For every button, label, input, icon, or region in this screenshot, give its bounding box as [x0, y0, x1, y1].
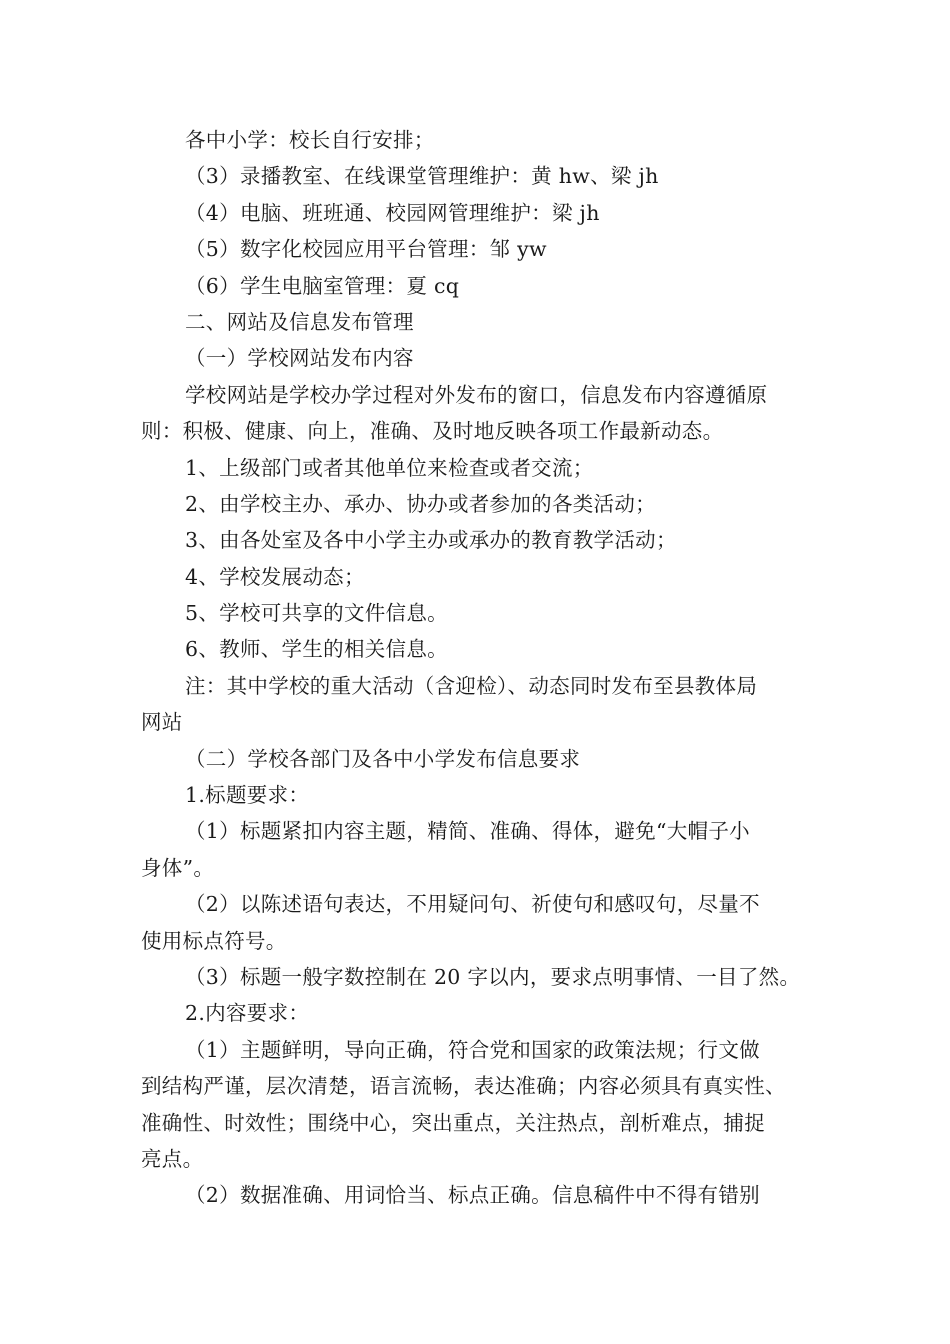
paragraph-line: 学校网站是学校办学过程对外发布的窗口，信息发布内容遵循原 [185, 382, 768, 407]
subsection-heading: （一）学校网站发布内容 [185, 346, 414, 371]
text-line: （5）数字化校园应用平台管理：邹 yw [185, 237, 547, 262]
note-line: 注：其中学校的重大活动（含迎检）、动态同时发布至县教体局 [185, 673, 758, 698]
note-line: 网站 [141, 710, 183, 735]
list-item: 4、学校发展动态； [185, 564, 365, 589]
paragraph-line: （2）数据准确、用词恰当、标点正确。信息稿件中不得有错别 [185, 1183, 760, 1208]
paragraph-line: 身体”。 [141, 855, 215, 880]
paragraph-line: （1）主题鲜明，导向正确，符合党和国家的政策法规；行文做 [185, 1037, 760, 1062]
list-item: 1、上级部门或者其他单位来检查或者交流； [185, 455, 594, 480]
section-heading: 二、网站及信息发布管理 [185, 309, 414, 334]
paragraph-line: 使用标点符号。 [141, 928, 287, 953]
paragraph-line: （2）以陈述语句表达，不用疑问句、祈使句和感叹句，尽量不 [185, 892, 760, 917]
paragraph-line: 则：积极、健康、向上，准确、及时地反映各项工作最新动态。 [141, 419, 724, 444]
list-item: 2、由学校主办、承办、协办或者参加的各类活动； [185, 491, 656, 516]
text-line: 各中小学：校长自行安排； [185, 128, 435, 152]
list-item: 6、教师、学生的相关信息。 [185, 637, 448, 662]
text-line: （3）录播教室、在线课堂管理维护：黄 hw、梁 jh [185, 164, 659, 189]
item-heading: 1.标题要求： [185, 783, 310, 808]
text-line: （6）学生电脑室管理：夏 cq [185, 273, 460, 298]
paragraph-line: 亮点。 [141, 1146, 204, 1171]
text-line: （4）电脑、班班通、校园网管理维护：梁 jh [185, 200, 600, 225]
item-heading: 2.内容要求： [185, 1001, 310, 1026]
paragraph-line: 准确性、时效性；围绕中心，突出重点，关注热点，剖析难点，捕捉 [141, 1110, 765, 1135]
paragraph-line: （1）标题紧扣内容主题，精简、准确、得体，避免“大帽子小 [185, 819, 750, 844]
list-item: 5、学校可共享的文件信息。 [185, 601, 448, 626]
subsection-heading: （二）学校各部门及各中小学发布信息要求 [185, 746, 581, 771]
paragraph-line: （3）标题一般字数控制在 20 字以内，要求点明事情、一目了然。 [185, 964, 801, 989]
paragraph-line: 到结构严谨，层次清楚，语言流畅，表达准确；内容必须具有真实性、 [141, 1074, 786, 1099]
document-body [141, 122, 811, 1214]
list-item: 3、由各处室及各中小学主办或承办的教育教学活动； [185, 528, 677, 553]
